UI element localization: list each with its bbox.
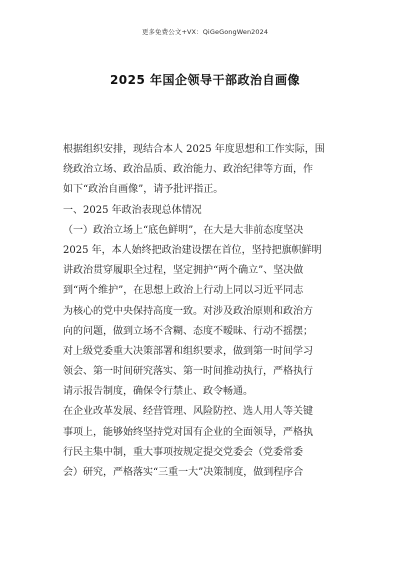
body-line: 为核心的党中央保持高度一致。对涉及政治原则和政治方 <box>63 305 313 317</box>
body-line: 向的问题，做到立场不含糊、态度不暧昧、行动不摇摆； <box>63 325 313 337</box>
section-heading: 一、2025 年政治表现总体情况 <box>63 204 202 216</box>
body-line: 对上级党委重大决策部署和组织要求，做到第一时间学习 <box>63 345 313 357</box>
body-line: 绕政治立场、政治品质、政治能力、政治纪律等方面，作 <box>63 164 313 176</box>
body-line: 行民主集中制，重大事项按规定提交党委会（党委常委 <box>63 446 303 458</box>
body-line: 领会、第一时间研究落实、第一时间推动执行，严格执行 <box>63 366 313 378</box>
document-body <box>63 140 355 483</box>
body-line: 在企业改革发展、经营管理、风险防控、选人用人等关键 <box>63 406 313 418</box>
body-line: 到“两个维护”，在思想上政治上行动上同以习近平同志 <box>63 285 304 297</box>
body-line: 事项上，能够始终坚持党对国有企业的全面领导，严格执 <box>63 426 313 438</box>
body-line: 如下“政治自画像”，请予批评指正。 <box>63 184 224 196</box>
body-line: 请示报告制度，确保令行禁止、政令畅通。 <box>63 386 253 398</box>
subsection-heading: （一）政治立场上“底色鲜明”，在大是大非前态度坚决 <box>63 224 304 236</box>
body-line: 讲政治贯穿履职全过程，坚定拥护“两个确立”、坚决做 <box>63 265 304 277</box>
header-note: 更多免费公文+VX：QiGeGongWen2024 <box>141 28 269 36</box>
document-title: 2025 年国企领导干部政治自画像 <box>109 73 301 87</box>
body-line: 2025 年，本人始终把政治建设摆在首位，坚持把旗帜鲜明 <box>63 244 322 256</box>
body-line: 会）研究，严格落实“三重一大”决策制度，做到程序合 <box>63 467 304 478</box>
body-line: 根据组织安排，现结合本人 2025 年度思想和工作实际，围 <box>63 144 325 155</box>
